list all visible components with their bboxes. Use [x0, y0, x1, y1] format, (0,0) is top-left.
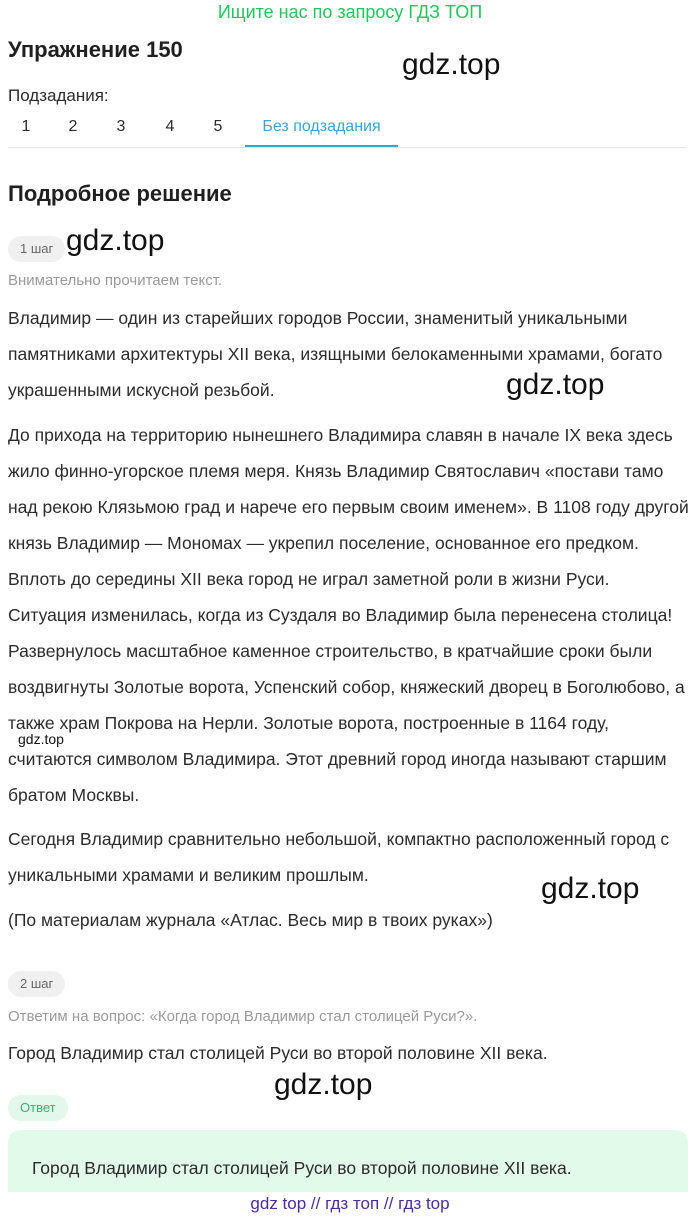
tab-subtask-2[interactable]: 2 [68, 118, 78, 135]
watermark: gdz.top [541, 872, 640, 905]
watermark: gdz.top [66, 224, 165, 257]
answer-text: Город Владимир стал столицей Руси во второй половине XII века. [32, 1158, 572, 1178]
tab-no-subtask[interactable]: Без подзадания [245, 110, 398, 147]
text-paragraph: Город Владимир стал столицей Руси во второй половине XII века. [8, 1043, 548, 1063]
answer-badge: Ответ [8, 1095, 68, 1121]
watermark: gdz.top [402, 48, 501, 81]
watermark: gdz.top [18, 731, 64, 747]
tab-subtask-4[interactable]: 4 [165, 118, 175, 135]
tab-subtask-1[interactable]: 1 [21, 118, 31, 135]
solution-title: Подробное решение [8, 181, 232, 206]
subtask-tabs [8, 110, 686, 148]
text-paragraph: Владимир — один из старейших городов России, знаменитый уникальными памятниками архитектуры XII века, изящными белокаменными храмами, богато украшенными искусной резьбой. [8, 308, 663, 400]
source-note: (По материалам журнала «Атлас. Весь мир в твоих руках») [8, 910, 493, 930]
step-badge: 1 шаг [8, 236, 65, 262]
tab-subtask-3[interactable]: 3 [116, 118, 126, 135]
footer-links[interactable]: gdz top // гдз топ // гдз top [250, 1194, 450, 1213]
text-paragraph: До прихода на территорию нынешнего Владимира славян в начале IX века здесь жило финно-угорское племя меря. Князь Владимир Святославич «постави тамо над рекою Клязьмою град и нарече его первым своим именем». В 1108 году другой князь Владимир — Мономах — укрепил поселение, основанное его предком. Вплоть до середины XII века город не играл заметной роли в жизни Руси. Ситуация изменилась, когда из Суздаля во Владимир была перенесена столица! Развернулось масштабное каменное строительство, в кратчайшие сроки были воздвигнуты Золотые ворота, Успенский собор, княжеский дворец в Боголюбово, а также храм Покрова на Нерли. Золотые ворота, построенные в 1164 году, считаются символом Владимира. Этот древний город иногда называют старшим братом Москвы. [8, 425, 689, 805]
tab-subtask-5[interactable]: 5 [213, 118, 223, 135]
text-paragraph: Сегодня Владимир сравнительно небольшой, компактно расположенный город с уникальными храмами и великим прошлым. [8, 829, 670, 885]
step-badge: 2 шаг [8, 971, 65, 997]
watermark: gdz.top [506, 368, 605, 401]
watermark: gdz.top [274, 1068, 373, 1101]
step-hint: Внимательно прочитаем текст. [8, 272, 223, 289]
promo-banner[interactable]: Ищите нас по запросу ГДЗ ТОП [217, 2, 483, 22]
exercise-title: Упражнение 150 [8, 37, 183, 62]
step-hint: Ответим на вопрос: «Когда город Владимир стал столицей Руси?». [8, 1008, 478, 1025]
subtasks-label: Подзадания: [8, 86, 109, 105]
